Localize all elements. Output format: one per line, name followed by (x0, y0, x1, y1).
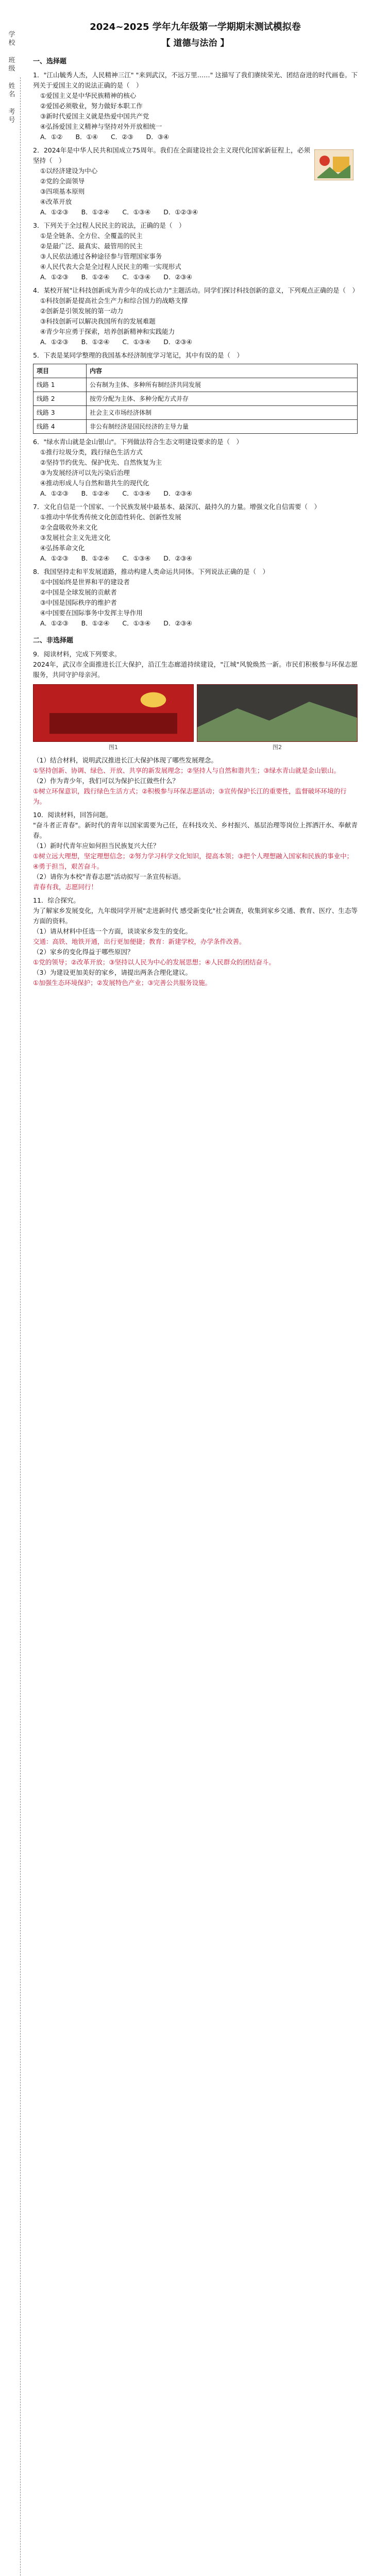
table-row (33, 420, 358, 434)
option-item: ④弘扬革命文化 (40, 544, 85, 552)
answer-text: 交通：高铁、地铁开通，出行更加便捷；教育：新建学校，办学条件改善。 (33, 938, 246, 945)
option-item: ③中国是国际秩序的维护者 (40, 599, 117, 606)
binding-dashed-line (20, 77, 21, 2576)
option-item: ②爱国必须敬业，努力做好本职工作 (40, 102, 143, 110)
answer-choices: A．①②③ B．①②④ C．①③④ D．②③④ (40, 554, 192, 562)
section-nonchoice-heading: 二、非选择题 (33, 637, 74, 645)
option-item: ②中国是全球发展的贡献者 (40, 588, 117, 596)
answer-text: ①树立远大理想，坚定理想信念；②努力学习科学文化知识，提高本领；③把个人理想融入国家和民族的事业中；④勇于担当，艰苦奋斗。 (33, 852, 353, 870)
table-cell: 线路 3 (33, 406, 87, 420)
answer-choices: A．①②③ B．①②④ C．①③④ D．②③④ (40, 619, 192, 627)
option-item: ③人民依法通过各种途径参与管理国家事务 (40, 252, 162, 260)
photo-image-icon (197, 684, 358, 742)
question-5 (33, 350, 358, 434)
answer-text: 青春有我，志愿同行！ (33, 883, 98, 891)
paper-subtitle: 【 道德与法治 】 (161, 38, 229, 48)
answer-choices: A．①②③ B．①②④ C．①③④ D．②③④ (40, 489, 192, 497)
answer-text: ①党的领导；②改革开放；③坚持以人民为中心的发展思想；④人民群众的团结奋斗。 (33, 958, 275, 966)
option-item: ④弘扬爱国主义精神与坚持对外开放相统一 (40, 123, 162, 130)
photo-row (33, 684, 358, 751)
question-ask: （1）结合材料，说明武汉推进长江大保护体现了哪些发展理念。 (33, 756, 217, 764)
question-stem: 6．"绿水青山就是金山银山"。下列做法符合生态文明建设要求的是（ ） (33, 438, 243, 446)
question-material: 为了解家乡发展变化，九年级同学开展"走进新时代 感受新变化"社会调查，收集到家乡交通、教育、医疗、生态等方面的资料。 (33, 907, 358, 925)
paper-content (33, 21, 358, 988)
table-cell: 社会主义市场经济体制 (87, 406, 358, 420)
section-choice-heading: 一、选择题 (33, 58, 67, 65)
table-row (33, 392, 358, 406)
answer-text: ①加强生态环境保护；②发展特色产业；③完善公共服务设施。 (33, 979, 212, 987)
question-ask: （1）新时代青年应如何担当民族复兴大任？ (33, 842, 160, 850)
option-item: ①爱国主义是中华民族精神的核心 (40, 92, 137, 99)
option-item: ④推动形成人与自然和谐共生的现代化 (40, 479, 149, 487)
option-item: ③发展社会主义先进文化 (40, 534, 111, 541)
question-stem: 4．某校开展"让科技创新成为青少年的成长动力"主题活动。同学们探讨科技创新的意义，下列观点正确的是（ ） (33, 286, 359, 294)
answer-choices: A．①②③ B．①②④ C．①③④ D．①②③④ (40, 208, 198, 216)
binding-margin (0, 0, 27, 2576)
photo-caption: 图1 (109, 744, 118, 751)
option-item: ②坚持节约优先、保护优先、自然恢复为主 (40, 459, 162, 466)
paper-title: 2024~2025 学年九年级第一学期期末测试模拟卷 (90, 22, 301, 32)
table-cell: 线路 4 (33, 420, 87, 434)
binding-label-school: 学校 (8, 31, 15, 47)
answer-choices: A．①② B．①④ C．②③ D．③④ (40, 133, 170, 141)
option-item: ④青少年应勇于探索，培养创新精神和实践能力 (40, 328, 175, 335)
table-cell: 公有制为主体、多种所有制经济共同发展 (87, 378, 358, 392)
question-3 (33, 221, 358, 282)
question-material: 2024年，武汉市全面推进长江大保护，沿江生态廊道持续建设，"江城"风貌焕然一新。市民们积极参与环保志愿服务，共同守护母亲河。 (33, 660, 358, 679)
table-row (33, 378, 358, 392)
option-item: ③为发展经济可以先污染后治理 (40, 469, 130, 477)
photo-image-icon (33, 684, 194, 742)
question-4 (33, 285, 358, 347)
binding-label-id: 考号 (8, 108, 15, 124)
question-stem: 9．阅读材料，完成下列要求。 (33, 650, 121, 658)
option-item: ②全盘吸收外来文化 (40, 523, 98, 531)
option-item: ②创新是引领发展的第一动力 (40, 307, 124, 315)
option-item: ①以经济建设为中心 (40, 167, 98, 175)
celebration-illustration-icon (314, 149, 353, 180)
table-cell: 线路 1 (33, 378, 87, 392)
option-item: ②是最广泛、最真实、最管用的民主 (40, 242, 143, 250)
question-ask: （1）请从材料中任选一个方面，谈谈家乡发生的变化。 (33, 927, 192, 935)
question-stem: 11．综合探究。 (33, 896, 80, 904)
option-item: ①是全链条、全方位、全覆盖的民主 (40, 232, 143, 240)
question-ask: （2）家乡的变化得益于哪些原因？ (33, 948, 134, 956)
option-item: ③新时代爱国主义就是热爱中国共产党 (40, 112, 149, 120)
question-stem: 2．2024年是中华人民共和国成立75周年。我们在全面建设社会主义现代化国家新征程上，必须坚持（ ） (33, 146, 310, 164)
question-stem: 3．下列关于全过程人民民主的说法，正确的是（ ） (33, 222, 185, 229)
option-item: ①科技创新是提高社会生产力和综合国力的战略支撑 (40, 297, 188, 304)
binding-label-name: 姓名 (8, 82, 15, 98)
table-cell: 线路 2 (33, 392, 87, 406)
table-cell: 按劳分配为主体、多种分配方式并存 (87, 392, 358, 406)
table-cell: 非公有制经济是国民经济的主导力量 (87, 420, 358, 434)
binding-label-class: 班级 (8, 57, 15, 73)
question-stem: 8．我国坚持走和平发展道路，推动构建人类命运共同体。下列说法正确的是（ ） (33, 568, 269, 575)
option-item: ①中国始终是世界和平的建设者 (40, 578, 130, 586)
photo-caption: 图2 (273, 744, 282, 751)
option-item: ②党的全面领导 (40, 177, 85, 185)
photo-figure (33, 684, 194, 751)
table-row (33, 406, 358, 420)
answer-text: ①坚持创新、协调、绿色、开放、共享的新发展理念；②坚持人与自然和谐共生；③绿水青山就是金山银山。 (33, 767, 341, 774)
question-8 (33, 567, 358, 629)
table-header-cell: 项目 (33, 364, 87, 378)
question-1 (33, 70, 358, 142)
question-2 (33, 145, 358, 217)
option-item: ④改革开放 (40, 198, 72, 206)
option-item: ④中国要在国际事务中发挥主导作用 (40, 609, 143, 617)
question-material: "奋斗者正青春"。新时代的青年以国家需要为己任，在科技攻关、乡村振兴、基层治理等岗位上挥洒汗水、奉献青春。 (33, 821, 358, 839)
question-stem: 1．"江山毓秀人杰，人民精神三江" "来到武汉，不远万里……" 这描写了我们赓续荣光、团结奋进的时代画卷。下列关于爱国主义的说法正确的是（ ） (33, 71, 358, 89)
answer-choices: A．①②③ B．①②④ C．①③④ D．②③④ (40, 273, 192, 281)
table-header-row (33, 364, 358, 378)
option-item: ③四项基本原则 (40, 188, 85, 195)
question-stem: 10．阅读材料，回答问题。 (33, 811, 112, 819)
question-stem: 5．下表是某同学整理的我国基本经济制度学习笔记，其中有误的是（ ） (33, 351, 243, 359)
question-stem: 7．文化自信是一个国家、一个民族发展中最基本、最深沉、最持久的力量。增强文化自信需要（ ） (33, 503, 321, 511)
answer-choices: A．①②③ B．①②④ C．①③④ D．②③④ (40, 338, 192, 346)
question-6 (33, 437, 358, 499)
option-item: ③科技创新可以解决我国所有的发展难题 (40, 317, 156, 325)
question-ask: （2）作为青少年，我们可以为保护长江做些什么？ (33, 777, 179, 785)
question-9 (33, 649, 358, 807)
option-item: ①推行垃圾分类，践行绿色生活方式 (40, 448, 143, 456)
photo-figure (197, 684, 358, 751)
data-table (33, 364, 358, 434)
answer-text: ①树立环保意识，践行绿色生活方式；②积极参与环保志愿活动；③宣传保护长江的重要性，监督破坏环境的行为。 (33, 787, 347, 805)
question-ask: （2）请你为本校"青春志愿"活动拟写一条宣传标语。 (33, 873, 185, 880)
question-7 (33, 502, 358, 564)
option-item: ①推动中华优秀传统文化创造性转化、创新性发展 (40, 513, 181, 521)
table-header-cell: 内容 (87, 364, 358, 378)
question-11 (33, 895, 358, 988)
option-item: ④人民代表大会是全过程人民民主的唯一实现形式 (40, 263, 181, 270)
question-10 (33, 810, 358, 892)
question-ask: （3）为建设更加美好的家乡，请提出两条合理化建议。 (33, 969, 192, 976)
